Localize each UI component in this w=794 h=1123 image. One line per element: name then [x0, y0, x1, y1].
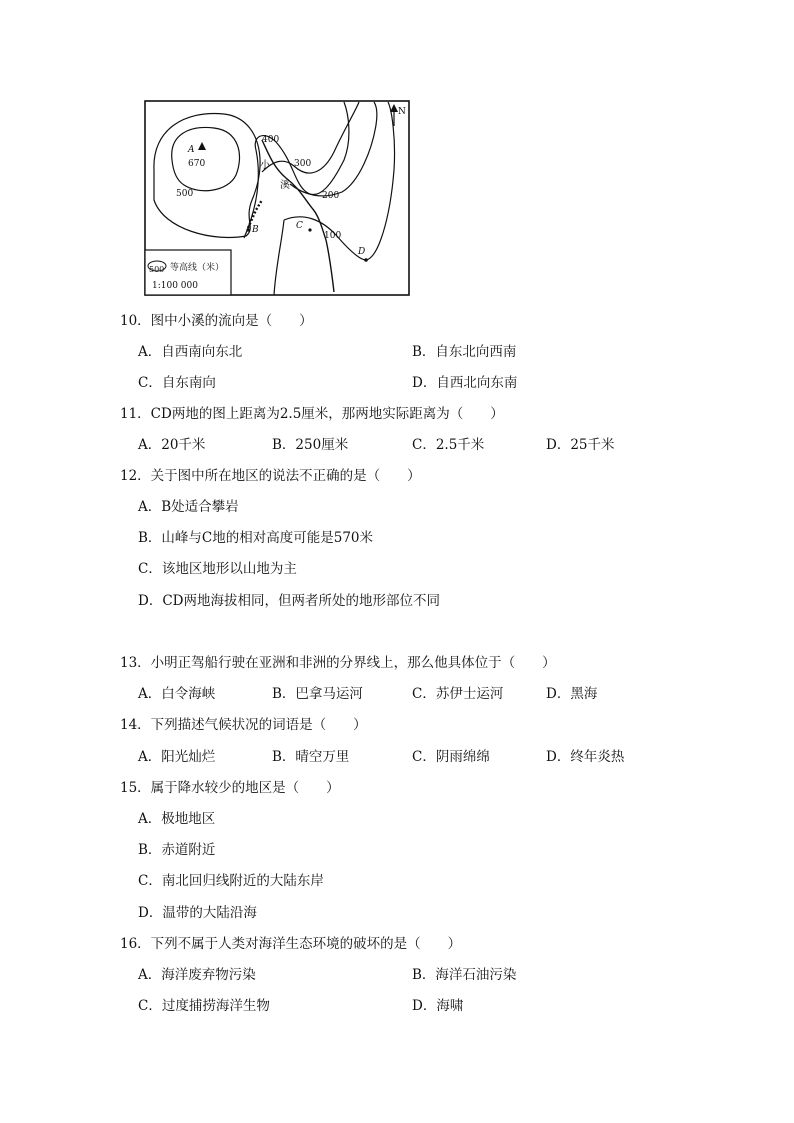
contour-map	[144, 100, 410, 296]
question-13-option-a[interactable]: A．白令海峡	[138, 686, 216, 702]
summit-elevation: 670	[188, 159, 206, 169]
contour-label-400: 400	[262, 135, 280, 145]
question-10-option-a[interactable]: A．自西南向东北	[138, 344, 243, 360]
point-b-dot	[246, 228, 249, 231]
question-15-option-d[interactable]: D．温带的大陆沿海	[138, 905, 257, 921]
stream-char-2: 溪	[280, 180, 290, 191]
question-16-option-b[interactable]: B．海洋石油污染	[412, 967, 517, 983]
point-d-dot	[364, 258, 368, 262]
map-scale: 1:100 000	[152, 281, 198, 291]
question-12-option-b[interactable]: B．山峰与C地的相对高度可能是570米	[138, 530, 374, 546]
question-15-option-a[interactable]: A．极地地区	[138, 811, 216, 827]
point-c-dot	[308, 228, 311, 231]
legend-label: 等高线（米）	[170, 263, 225, 273]
question-15-stem: 15．属于降水较少的地区是（ ）	[120, 780, 340, 796]
point-c-label: C	[296, 221, 303, 231]
summit-letter: A	[188, 145, 195, 155]
point-d-label: D	[358, 247, 366, 257]
question-13-stem: 13．小明正驾船行驶在亚洲和非洲的分界线上，那么他具体位于（ ）	[120, 655, 556, 671]
contour-label-100: 100	[324, 231, 342, 241]
question-14-stem: 14．下列描述气候状况的词语是（ ）	[120, 717, 367, 733]
question-13-option-d[interactable]: D．黑海	[546, 686, 598, 702]
contour-label-200: 200	[322, 191, 340, 201]
question-12-stem: 12．关于图中所在地区的说法不正确的是（ ）	[120, 468, 421, 484]
question-10-stem: 10．图中小溪的流向是（ ）	[120, 313, 313, 329]
question-16-option-a[interactable]: A．海洋废弃物污染	[138, 967, 256, 983]
question-12-option-d[interactable]: D．CD两地海拔相同，但两者所处的地形部位不同	[138, 593, 440, 609]
question-13-option-b[interactable]: B．巴拿马运河	[272, 686, 363, 702]
contour-label-300: 300	[294, 159, 312, 169]
contour-label-500: 500	[176, 189, 194, 199]
question-14-option-d[interactable]: D．终年炎热	[546, 749, 625, 765]
question-14-option-a[interactable]: A．阳光灿烂	[138, 749, 216, 765]
question-11-option-a[interactable]: A．20千米	[138, 437, 206, 453]
question-10-option-c[interactable]: C．自东南向	[138, 375, 216, 391]
point-b-label: B	[252, 225, 259, 235]
question-16-option-d[interactable]: D．海啸	[412, 998, 464, 1014]
question-10-option-b[interactable]: B．自东北向西南	[412, 344, 517, 360]
stream-char-1: 小	[260, 160, 270, 171]
contour-map-figure	[144, 100, 410, 296]
question-14-option-c[interactable]: C．阴雨绵绵	[412, 749, 490, 765]
question-13-option-c[interactable]: C．苏伊士运河	[412, 686, 504, 702]
question-11-option-d[interactable]: D．25千米	[546, 437, 615, 453]
question-11-stem: 11．CD两地的图上距离为2.5厘米，那两地实际距离为（ ）	[120, 406, 504, 422]
question-12-option-a[interactable]: A．B处适合攀岩	[138, 499, 239, 515]
question-11-option-b[interactable]: B．250厘米	[272, 437, 349, 453]
legend-sample: 500	[149, 265, 165, 274]
question-16-option-c[interactable]: C．过度捕捞海洋生物	[138, 998, 270, 1014]
question-16-stem: 16．下列不属于人类对海洋生态环境的破坏的是（ ）	[120, 936, 462, 952]
question-12-option-c[interactable]: C．该地区地形以山地为主	[138, 561, 297, 577]
question-10-option-d[interactable]: D．自西北向东南	[412, 375, 518, 391]
question-15-option-b[interactable]: B．赤道附近	[138, 842, 216, 858]
north-label: N	[398, 107, 406, 117]
question-11-option-c[interactable]: C．2.5千米	[412, 437, 485, 453]
question-14-option-b[interactable]: B．晴空万里	[272, 749, 350, 765]
question-15-option-c[interactable]: C．南北回归线附近的大陆东岸	[138, 873, 324, 889]
